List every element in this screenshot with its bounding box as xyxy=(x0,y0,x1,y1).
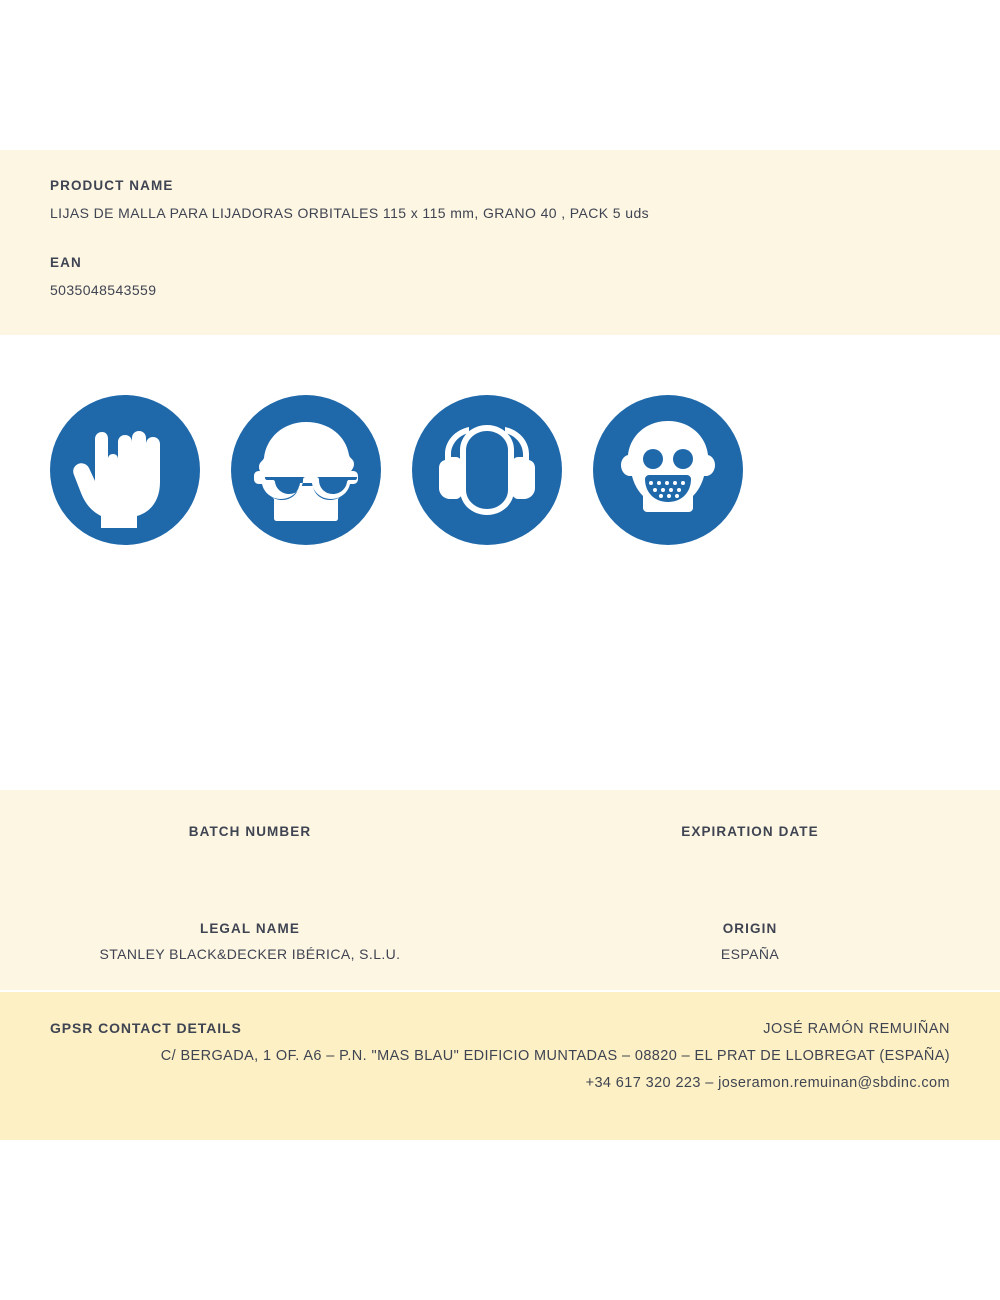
legal-name-label: LEGAL NAME xyxy=(199,921,300,936)
legal-origin-row xyxy=(0,865,1000,962)
expiration-date-value xyxy=(500,849,1000,865)
product-name-label: PRODUCT NAME xyxy=(50,178,174,193)
safety-pictogram-strip xyxy=(50,385,950,555)
product-name-value: LIJAS DE MALLA PARA LIJADORAS ORBITALES 115 x 115 mm, GRANO 40 , PACK 5 uds xyxy=(50,205,650,221)
gpsr-contact-title: GPSR CONTACT DETAILS xyxy=(50,1020,242,1036)
contact-person-name: JOSÉ RAMÓN REMUIÑAN xyxy=(763,1021,950,1037)
contact-address: C/ BERGADA, 1 OF. A6 – P.N. "MAS BLAU" EDIFICIO MUNTADAS – 08820 – EL PRAT DE LLOBREGAT (ESPAÑA) xyxy=(160,1048,950,1064)
wear-respiratory-protection-icon xyxy=(593,395,743,545)
batch-number-field xyxy=(0,824,500,865)
batch-legal-band xyxy=(0,790,1000,990)
origin-value: ESPAÑA xyxy=(720,946,780,962)
product-info-band xyxy=(0,150,1000,335)
origin-field xyxy=(500,921,1000,962)
legal-name-field xyxy=(0,921,500,962)
expiration-date-label: EXPIRATION DATE xyxy=(681,824,819,839)
ean-label: EAN xyxy=(50,255,82,270)
batch-number-value xyxy=(0,849,500,865)
wear-protective-gloves-icon xyxy=(50,395,200,545)
legal-name-value: STANLEY BLACK&DECKER IBÉRICA, S.L.U. xyxy=(99,946,401,962)
origin-label: ORIGIN xyxy=(722,921,778,936)
gpsr-contact-band xyxy=(0,992,1000,1140)
batch-expiration-row xyxy=(0,790,1000,865)
wear-eye-protection-icon xyxy=(231,395,381,545)
ean-value: 5035048543559 xyxy=(50,282,157,298)
wear-ear-protection-icon xyxy=(412,395,562,545)
contact-header-row xyxy=(50,1020,950,1037)
expiration-date-field xyxy=(500,824,1000,865)
spacer xyxy=(50,221,950,255)
contact-phone-email: +34 617 320 223 – joseramon.remuinan@sbdinc.com xyxy=(585,1075,950,1091)
batch-number-label: BATCH NUMBER xyxy=(188,824,312,839)
